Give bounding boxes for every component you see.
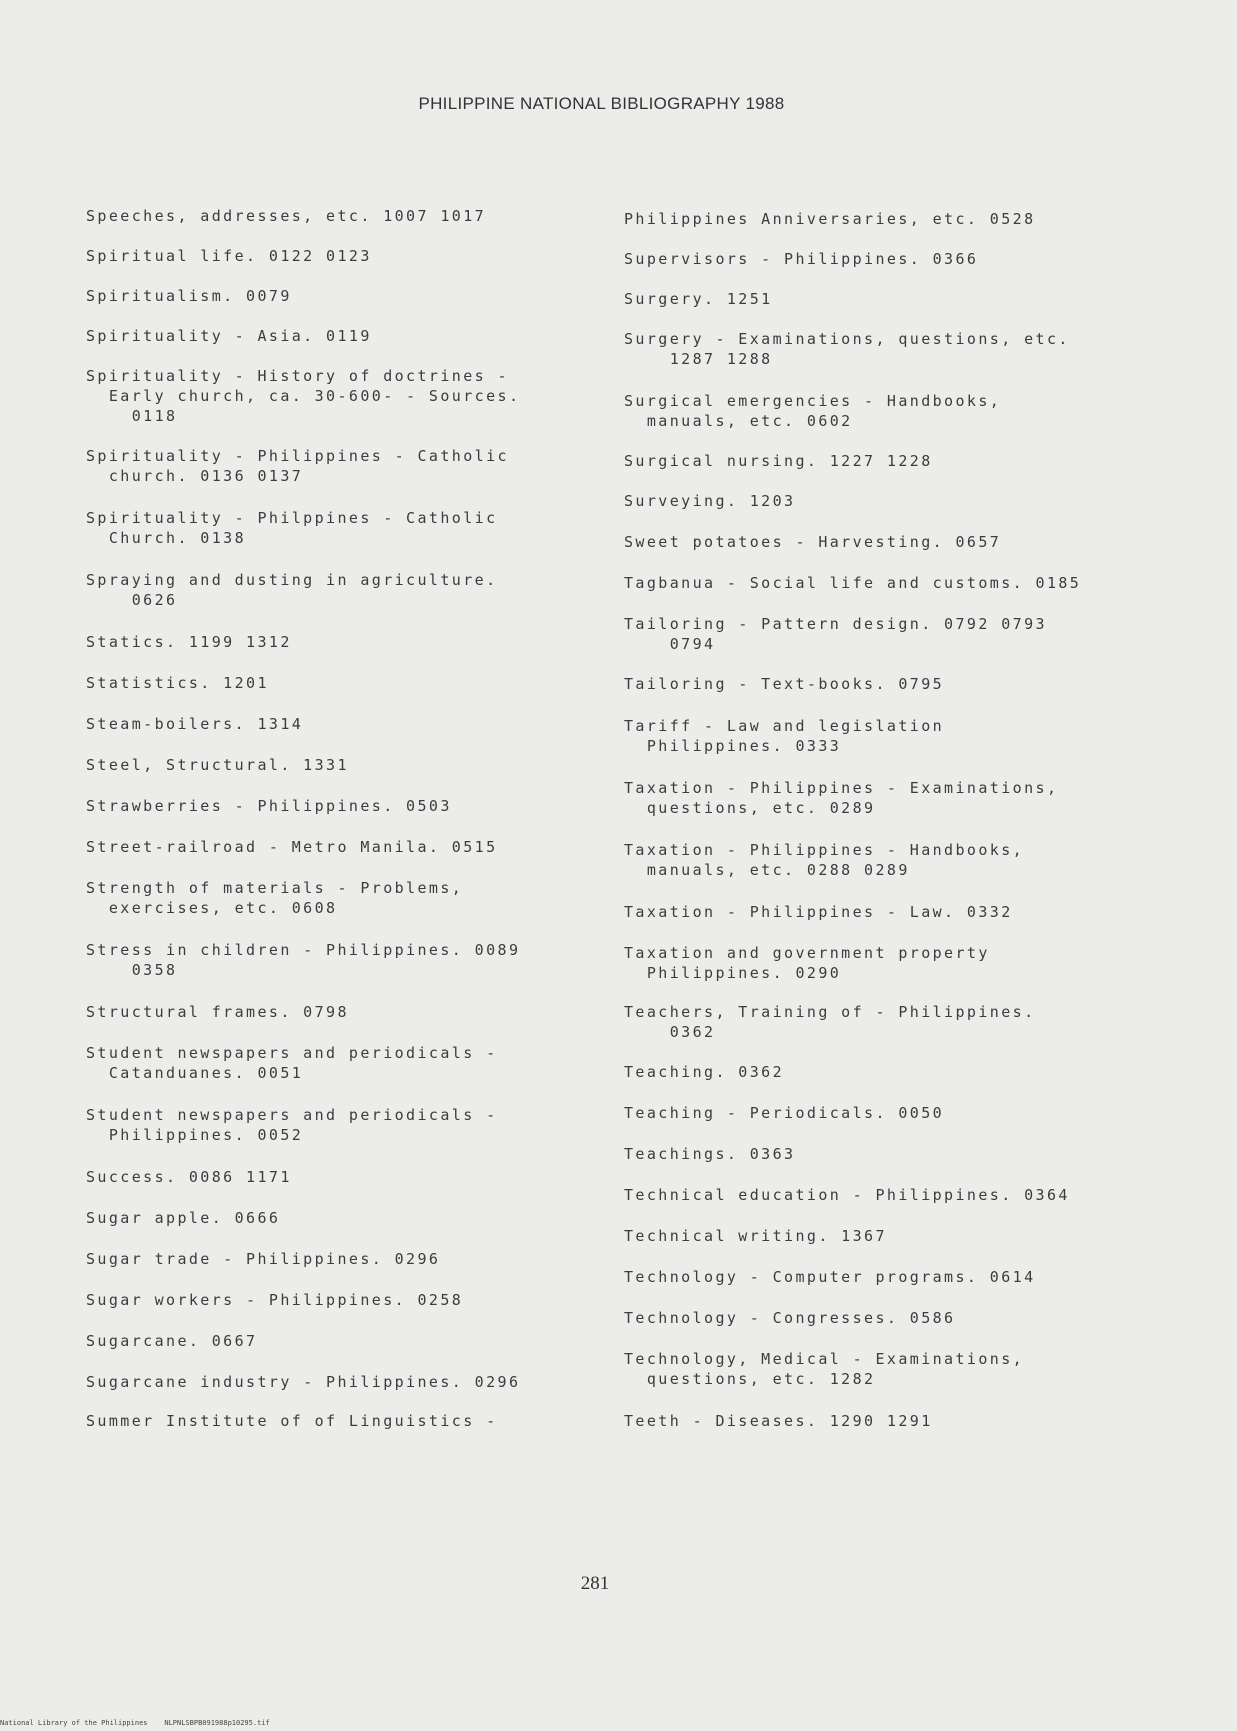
entry-continuation: Philippines Anniversaries, etc. 0528 (624, 210, 1036, 228)
index-entry (624, 1267, 1036, 1287)
entry-heading: Success. 0086 1171 (86, 1168, 292, 1186)
index-entry (624, 840, 1024, 880)
index-entry (86, 366, 520, 426)
index-entry (624, 491, 795, 511)
index-entry (86, 1249, 440, 1269)
entry-continuation: exercises, etc. 0608 (86, 899, 338, 917)
entry-heading: Sugar apple. 0666 (86, 1209, 281, 1227)
entry-heading: Steam-boilers. 1314 (86, 715, 304, 733)
entry-heading: Teaching - Periodicals. 0050 (624, 1104, 945, 1122)
entry-heading: Technology - Computer programs. 0614 (624, 1268, 1036, 1286)
entry-continuation: 0794 (624, 635, 716, 653)
index-entry (624, 451, 933, 471)
entry-continuation: manuals, etc. 0602 (624, 412, 853, 430)
index-entry (86, 1290, 463, 1310)
entry-continuation: questions, etc. 0289 (624, 799, 876, 817)
index-entry (624, 674, 944, 694)
index-entry (86, 1002, 349, 1022)
entry-continuation: Philippines. 0333 (624, 737, 842, 755)
page-number: 281 (580, 1573, 610, 1594)
index-entry (86, 446, 509, 486)
index-entry (86, 796, 452, 816)
scan-credit: National Library of the Philippines NLPNLSBPB091988p10295.tif (0, 1719, 270, 1727)
index-entry (86, 246, 372, 266)
index-entry (86, 326, 372, 346)
index-entry (86, 1105, 498, 1145)
index-entry (624, 1226, 887, 1246)
entry-heading: Strength of materials - Problems, (86, 879, 464, 897)
index-entry (624, 329, 1070, 369)
entry-heading: Tariff - Law and legislation (624, 717, 945, 735)
index-entry (86, 673, 269, 693)
entry-heading: Statistics. 1201 (86, 674, 269, 692)
entry-heading: Sweet potatoes - Harvesting. 0657 (624, 533, 1002, 551)
entry-heading: Surgical nursing. 1227 1228 (624, 452, 933, 470)
entry-heading: Structural frames. 0798 (86, 1003, 349, 1021)
index-entry (86, 286, 292, 306)
entry-heading: Speeches, addresses, etc. 1007 1017 (86, 207, 487, 225)
entry-continuation: church. 0136 0137 (86, 467, 304, 485)
entry-heading: Spirituality - History of doctrines - (86, 367, 509, 385)
entry-heading: Teachings. 0363 (624, 1145, 796, 1163)
entry-heading: Technical education - Philippines. 0364 (624, 1186, 1070, 1204)
index-entry (86, 508, 498, 548)
entry-heading: Sugarcane. 0667 (86, 1332, 258, 1350)
entry-continuation: 0626 (86, 591, 178, 609)
entry-heading: Teeth - Diseases. 1290 1291 (624, 1412, 933, 1430)
entry-continuation: 1287 1288 (624, 350, 773, 368)
page-title: PHILIPPINE NATIONAL BIBLIOGRAPHY 1988 (418, 94, 785, 113)
entry-heading: Spirituality - Philppines - Catholic (86, 509, 498, 527)
index-entry (624, 289, 773, 309)
entry-heading: Spirituality - Philippines - Catholic (86, 447, 509, 465)
entry-heading: Spirituality - Asia. 0119 (86, 327, 372, 345)
entry-heading: Spiritualism. 0079 (86, 287, 292, 305)
entry-heading: Tagbanua - Social life and customs. 0185 (624, 574, 1082, 592)
entry-heading: Sugar workers - Philippines. 0258 (86, 1291, 464, 1309)
index-entry (624, 1411, 933, 1431)
entry-heading: Technical writing. 1367 (624, 1227, 887, 1245)
entry-heading: Teaching. 0362 (624, 1063, 785, 1081)
entry-continuation: Early church, ca. 30-600- - Sources. (86, 387, 521, 405)
index-entry (86, 837, 498, 857)
entry-heading: Steel, Structural. 1331 (86, 756, 349, 774)
entry-heading: Tailoring - Pattern design. 0792 0793 (624, 615, 1047, 633)
entry-heading: Tailoring - Text-books. 0795 (624, 675, 945, 693)
entry-continuation: 0362 (624, 1023, 716, 1041)
entry-heading: Teachers, Training of - Philippines. (624, 1003, 1036, 1021)
entry-heading: Taxation - Philippines - Examinations, (624, 779, 1059, 797)
entry-continuation: Philippines. 0290 (624, 964, 842, 982)
entry-heading: Street-railroad - Metro Manila. 0515 (86, 838, 498, 856)
entry-heading: Summer Institute of of Linguistics - (86, 1412, 498, 1430)
entry-continuation: 0358 (86, 961, 178, 979)
index-entry (624, 209, 1036, 229)
index-entry (86, 1208, 280, 1228)
index-entry (86, 940, 520, 980)
entry-heading: Taxation and government property (624, 944, 990, 962)
entry-heading: Student newspapers and periodicals - (86, 1044, 498, 1062)
entry-heading: Taxation - Philippines - Handbooks, (624, 841, 1025, 859)
index-entry (624, 532, 1001, 552)
index-entry (624, 1185, 1070, 1205)
index-entry (624, 716, 944, 756)
entry-heading: Stress in children - Philippines. 0089 (86, 941, 521, 959)
index-entry (86, 714, 303, 734)
entry-heading: Technology, Medical - Examinations, (624, 1350, 1025, 1368)
index-entry (86, 1331, 257, 1351)
index-entry (624, 614, 1047, 654)
entry-heading: Surgical emergencies - Handbooks, (624, 392, 1002, 410)
entry-heading: Supervisors - Philippines. 0366 (624, 250, 979, 268)
entry-continuation: Church. 0138 (86, 529, 247, 547)
index-entry (86, 1043, 498, 1083)
entry-heading: Student newspapers and periodicals - (86, 1106, 498, 1124)
index-entry (624, 1308, 956, 1328)
entry-continuation: Philippines. 0052 (86, 1126, 304, 1144)
entry-heading: Spraying and dusting in agriculture. (86, 571, 498, 589)
entry-heading: Taxation - Philippines - Law. 0332 (624, 903, 1013, 921)
entry-heading: Surveying. 1203 (624, 492, 796, 510)
entry-heading: Technology - Congresses. 0586 (624, 1309, 956, 1327)
index-entry (624, 249, 978, 269)
index-entry (624, 573, 1081, 593)
entry-heading: Sugar trade - Philippines. 0296 (86, 1250, 441, 1268)
index-entry (86, 632, 292, 652)
index-entry (86, 1167, 292, 1187)
index-entry (624, 1349, 1024, 1389)
entry-continuation: Catanduanes. 0051 (86, 1064, 304, 1082)
entry-continuation: manuals, etc. 0288 0289 (624, 861, 910, 879)
index-entry (86, 1411, 498, 1431)
entry-heading: Surgery - Examinations, questions, etc. (624, 330, 1070, 348)
entry-heading: Statics. 1199 1312 (86, 633, 292, 651)
index-entry (624, 391, 1001, 431)
index-entry (86, 755, 349, 775)
index-entry (624, 1103, 944, 1123)
index-entry (624, 943, 990, 983)
index-entry (86, 1372, 520, 1392)
entry-continuation: questions, etc. 1282 (624, 1370, 876, 1388)
index-entry (624, 778, 1058, 818)
index-entry (624, 1144, 795, 1164)
index-entry (86, 570, 498, 610)
entry-heading: Sugarcane industry - Philippines. 0296 (86, 1373, 521, 1391)
entry-heading: Strawberries - Philippines. 0503 (86, 797, 452, 815)
entry-heading: Spiritual life. 0122 0123 (86, 247, 372, 265)
index-entry (624, 902, 1013, 922)
index-entry (624, 1062, 784, 1082)
entry-heading: Surgery. 1251 (624, 290, 773, 308)
index-entry (86, 206, 486, 226)
entry-continuation: 0118 (86, 407, 178, 425)
index-entry (86, 878, 463, 918)
index-entry (624, 1002, 1036, 1042)
